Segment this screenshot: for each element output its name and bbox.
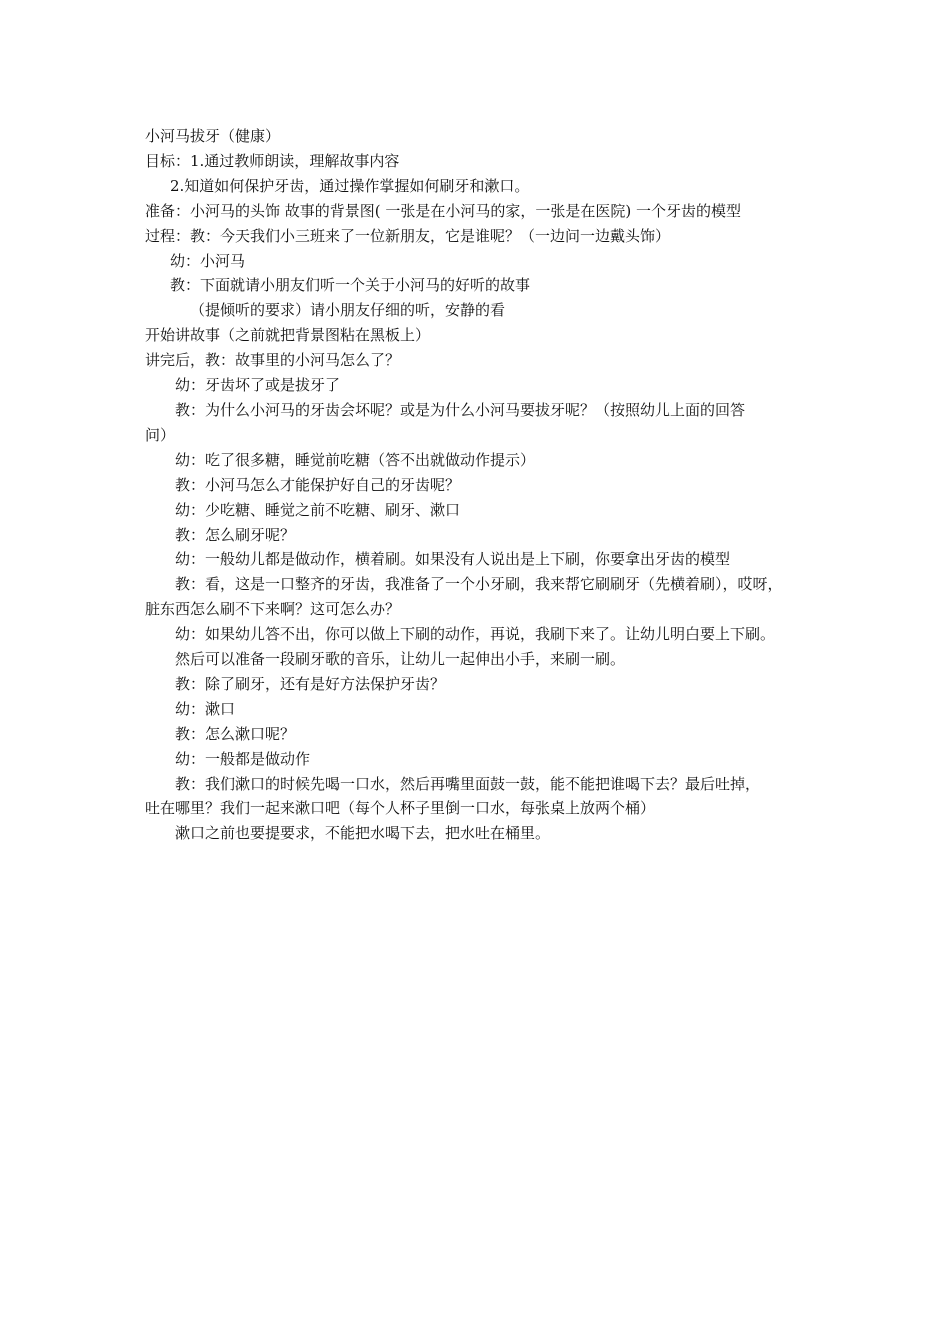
dialogue-line: 教：为什么小河马的牙齿会坏呢？或是为什么小河马要拔牙呢？（按照幼儿上面的回答 xyxy=(175,400,746,419)
goal-line-2: 2.知道如何保护牙齿，通过操作掌握如何刷牙和漱口。 xyxy=(170,176,530,195)
story-start-line: 开始讲故事（之前就把背景图粘在黑板上） xyxy=(145,326,431,345)
dialogue-line: 教：我们漱口的时候先喝一口水，然后再嘴里面鼓一鼓，能不能把谁喝下去？最后吐掉， xyxy=(175,774,761,793)
dialogue-line: 教：小河马怎么才能保护好自己的牙齿呢？ xyxy=(175,475,461,494)
dialogue-line: 教：怎么刷牙呢？ xyxy=(175,525,296,544)
dialogue-line: 幼：吃了很多糖，睡觉前吃糖（答不出就做动作提示） xyxy=(175,450,536,469)
dialogue-line: 幼：一般幼儿都是做动作，横着刷。如果没有人说出是上下刷，你要拿出牙齿的模型 xyxy=(175,550,731,569)
dialogue-line: 幼：牙齿坏了或是拔牙了 xyxy=(175,376,341,395)
process-line: 过程：教：今天我们小三班来了一位新朋友，它是谁呢？（一边问一边戴头饰） xyxy=(145,226,671,245)
dialogue-line: 幼：小河马 xyxy=(170,251,246,270)
document-body xyxy=(145,124,817,846)
dialogue-line: 幼：如果幼儿答不出，你可以做上下刷的动作，再说，我刷下来了。让幼儿明白要上下刷。 xyxy=(175,625,776,644)
dialogue-line-continued: 问） xyxy=(145,425,176,444)
doc-title: 小河马拔牙（健康） xyxy=(145,127,281,145)
preparation-line: 准备：小河马的头饰 故事的背景图( 一张是在小河马的家，一张是在医院) 一个牙齿的模型 xyxy=(145,201,742,220)
dialogue-line: 然后可以准备一段刷牙歌的音乐，让幼儿一起伸出小手，来刷一刷。 xyxy=(175,650,626,669)
after-story-line: 讲完后，教：故事里的小河马怎么了？ xyxy=(145,351,401,370)
dialogue-line: （提倾听的要求）请小朋友仔细的听，安静的看 xyxy=(190,301,506,320)
dialogue-line: 幼：少吃糖、睡觉之前不吃糖、刷牙、漱口 xyxy=(175,500,461,519)
dialogue-line: 教：看，这是一口整齐的牙齿，我准备了一个小牙刷，我来帮它刷刷牙（先横着刷），哎呀， xyxy=(175,575,783,594)
dialogue-line-continued: 脏东西怎么刷不下来啊？这可怎么办？ xyxy=(145,600,401,619)
goal-line-1: 目标：1.通过教师朗读，理解故事内容 xyxy=(145,151,400,170)
dialogue-line: 幼：一般都是做动作 xyxy=(175,749,311,768)
dialogue-line: 教：下面就请小朋友们听一个关于小河马的好听的故事 xyxy=(170,276,531,295)
closing-line: 漱口之前也要提要求，不能把水喝下去，把水吐在桶里。 xyxy=(175,824,551,843)
dialogue-line: 教：怎么漱口呢？ xyxy=(175,724,296,743)
dialogue-line: 幼：漱口 xyxy=(175,699,236,718)
dialogue-line: 教：除了刷牙，还有是好方法保护牙齿？ xyxy=(175,674,446,693)
dialogue-line-continued: 吐在哪里？我们一起来漱口吧（每个人杯子里倒一口水，每张桌上放两个桶） xyxy=(145,799,656,818)
